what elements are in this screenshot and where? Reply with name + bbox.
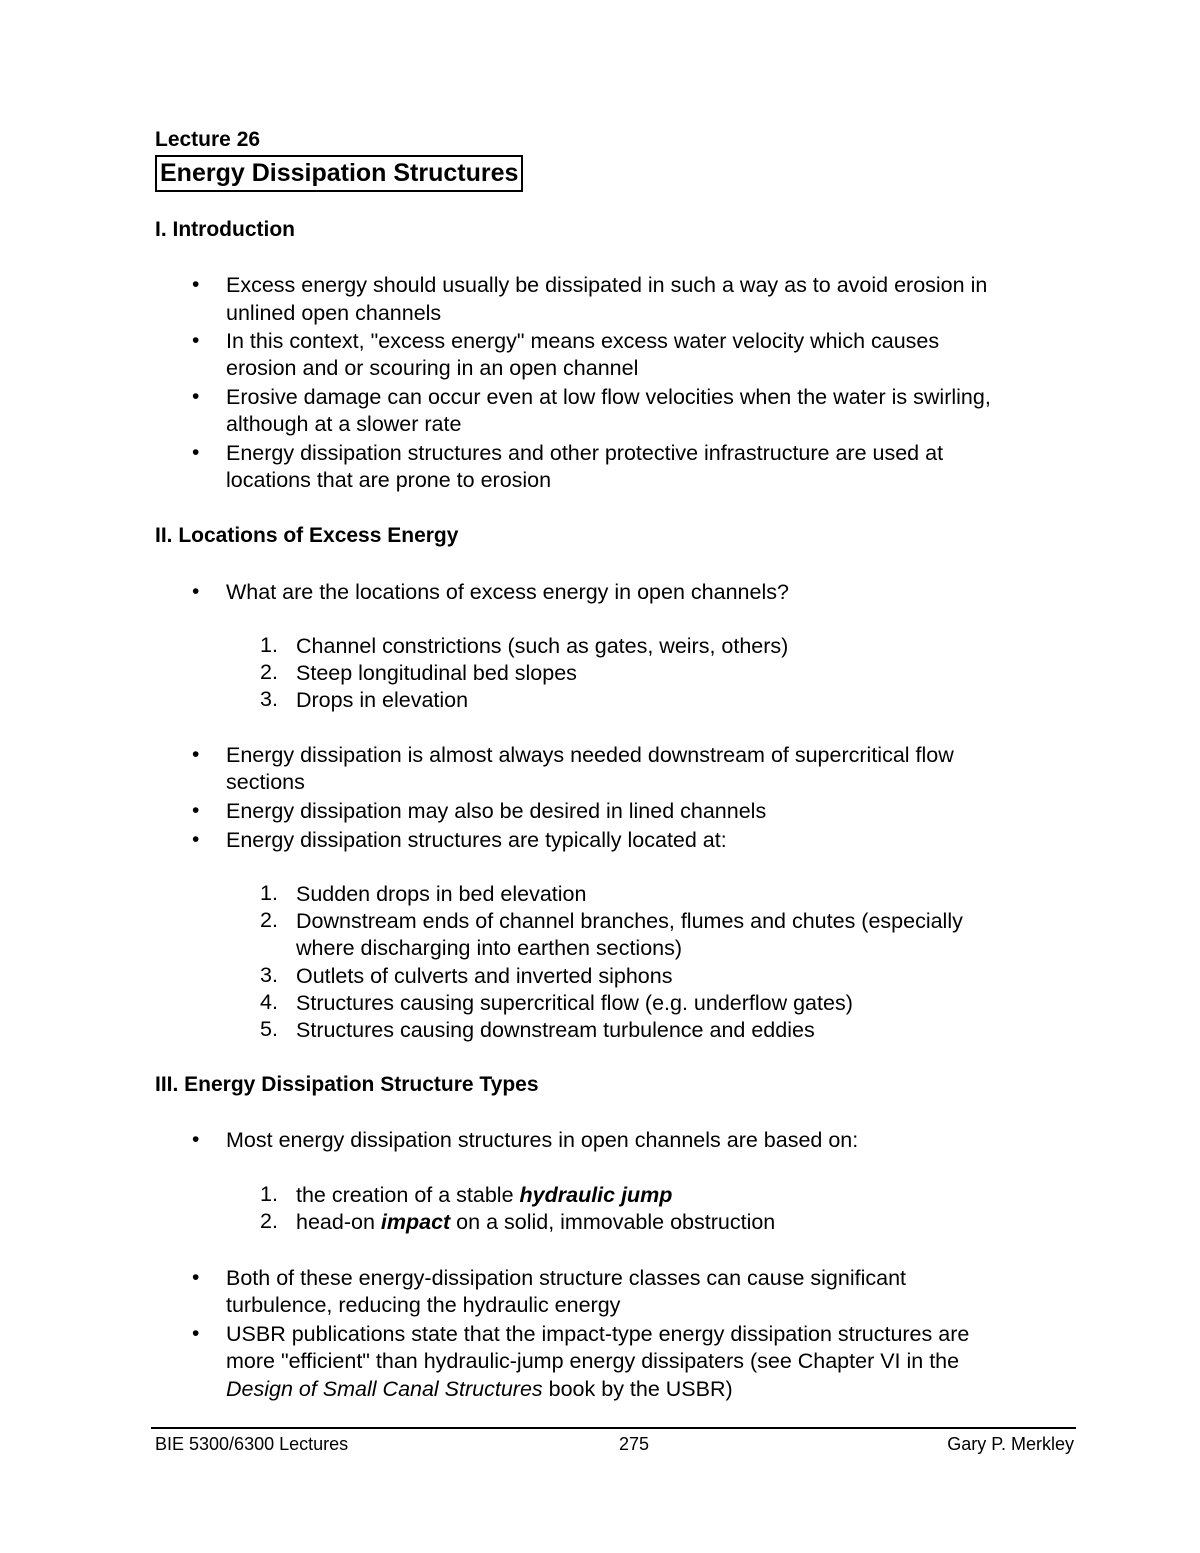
book-title: Design of Small Canal Structures — [226, 1377, 543, 1401]
bullet-text: What are the locations of excess energy in open channels? — [226, 580, 789, 604]
list-item: Drops in elevation — [296, 688, 469, 712]
bullet-text-continued: more "efficient" than hydraulic-jump energy dissipaters (see Chapter VI in the — [226, 1349, 960, 1373]
list-number: 4. — [260, 990, 278, 1014]
bullet-text: Energy dissipation structures and other protective infrastructure are used at — [226, 441, 944, 465]
list-number: 1. — [260, 633, 278, 657]
bullet-icon: • — [192, 385, 200, 408]
bullet-text-continued: unlined open channels — [226, 301, 442, 325]
bullet-icon: • — [192, 799, 200, 822]
bullet-text: Most energy dissipation structures in open channels are based on: — [226, 1128, 859, 1152]
page-number: 275 — [618, 1434, 650, 1454]
list-number: 2. — [260, 1209, 278, 1233]
list-number: 1. — [260, 1182, 278, 1206]
bullet-icon: • — [192, 580, 200, 603]
list-number: 2. — [260, 908, 278, 932]
section-heading-locations: II. Locations of Excess Energy — [155, 524, 459, 547]
list-item — [296, 1182, 672, 1209]
bullet-text-continued: erosion and or scouring in an open channel — [226, 356, 639, 380]
list-item-continued: where discharging into earthen sections) — [296, 936, 683, 960]
lecture-number: Lecture 26 — [155, 128, 261, 151]
bullet-text-continued: turbulence, reducing the hydraulic energy — [226, 1293, 621, 1317]
footer-rule — [151, 1427, 1076, 1429]
section-heading-types: III. Energy Dissipation Structure Types — [155, 1073, 539, 1096]
bullet-text-continued: sections — [226, 770, 305, 794]
list-number: 2. — [260, 660, 278, 684]
bullet-icon: • — [192, 1128, 200, 1151]
bullet-text-continued: although at a slower rate — [226, 412, 462, 436]
bullet-text: Erosive damage can occur even at low flow velocities when the water is swirling, — [226, 385, 991, 409]
list-item: Outlets of culverts and inverted siphons — [296, 964, 673, 988]
bullet-text: Both of these energy-dissipation structure classes can cause significant — [226, 1266, 907, 1290]
footer-course: BIE 5300/6300 Lectures — [155, 1434, 349, 1454]
list-item-text: head-on — [296, 1210, 381, 1234]
bullet-text: Energy dissipation structures are typically located at: — [226, 828, 727, 852]
bullet-icon: • — [192, 1322, 200, 1345]
list-number: 3. — [260, 687, 278, 711]
list-number: 3. — [260, 963, 278, 987]
list-item: Structures causing downstream turbulence and eddies — [296, 1018, 815, 1042]
bullet-text: Energy dissipation is almost always needed downstream of supercritical flow — [226, 743, 954, 767]
list-item: Sudden drops in bed elevation — [296, 882, 587, 906]
bullet-icon: • — [192, 828, 200, 851]
list-item: Channel constrictions (such as gates, weirs, others) — [296, 634, 789, 658]
list-number: 5. — [260, 1017, 278, 1041]
bullet-text: USBR publications state that the impact-type energy dissipation structures are — [226, 1322, 970, 1346]
list-item-text: on a solid, immovable obstruction — [450, 1210, 776, 1234]
section-heading-introduction: I. Introduction — [155, 218, 295, 241]
bullet-icon: • — [192, 743, 200, 766]
list-item: Steep longitudinal bed slopes — [296, 661, 577, 685]
bullet-text-continued: locations that are prone to erosion — [226, 468, 552, 492]
emphasis-term: hydraulic jump — [519, 1183, 673, 1207]
bullet-icon: • — [192, 273, 200, 296]
bullet-text: Excess energy should usually be dissipated in such a way as to avoid erosion in — [226, 273, 988, 297]
list-item: Downstream ends of channel branches, flumes and chutes (especially — [296, 909, 963, 933]
list-number: 1. — [260, 881, 278, 905]
list-item: Structures causing supercritical flow (e.g. underflow gates) — [296, 991, 853, 1015]
bullet-icon: • — [192, 1266, 200, 1289]
bullet-icon: • — [192, 441, 200, 464]
bullet-text: In this context, "excess energy" means excess water velocity which causes — [226, 329, 940, 353]
bullet-text-continued — [226, 1376, 733, 1403]
emphasis-term: impact — [380, 1210, 451, 1234]
bullet-text-tail: book by the USBR) — [542, 1377, 733, 1401]
bullet-icon: • — [192, 329, 200, 352]
page-title: Energy Dissipation Structures — [155, 155, 523, 192]
footer-author: Gary P. Merkley — [947, 1434, 1074, 1454]
list-item — [296, 1209, 775, 1236]
bullet-text: Energy dissipation may also be desired in lined channels — [226, 799, 767, 823]
list-item-text: the creation of a stable — [296, 1183, 520, 1207]
